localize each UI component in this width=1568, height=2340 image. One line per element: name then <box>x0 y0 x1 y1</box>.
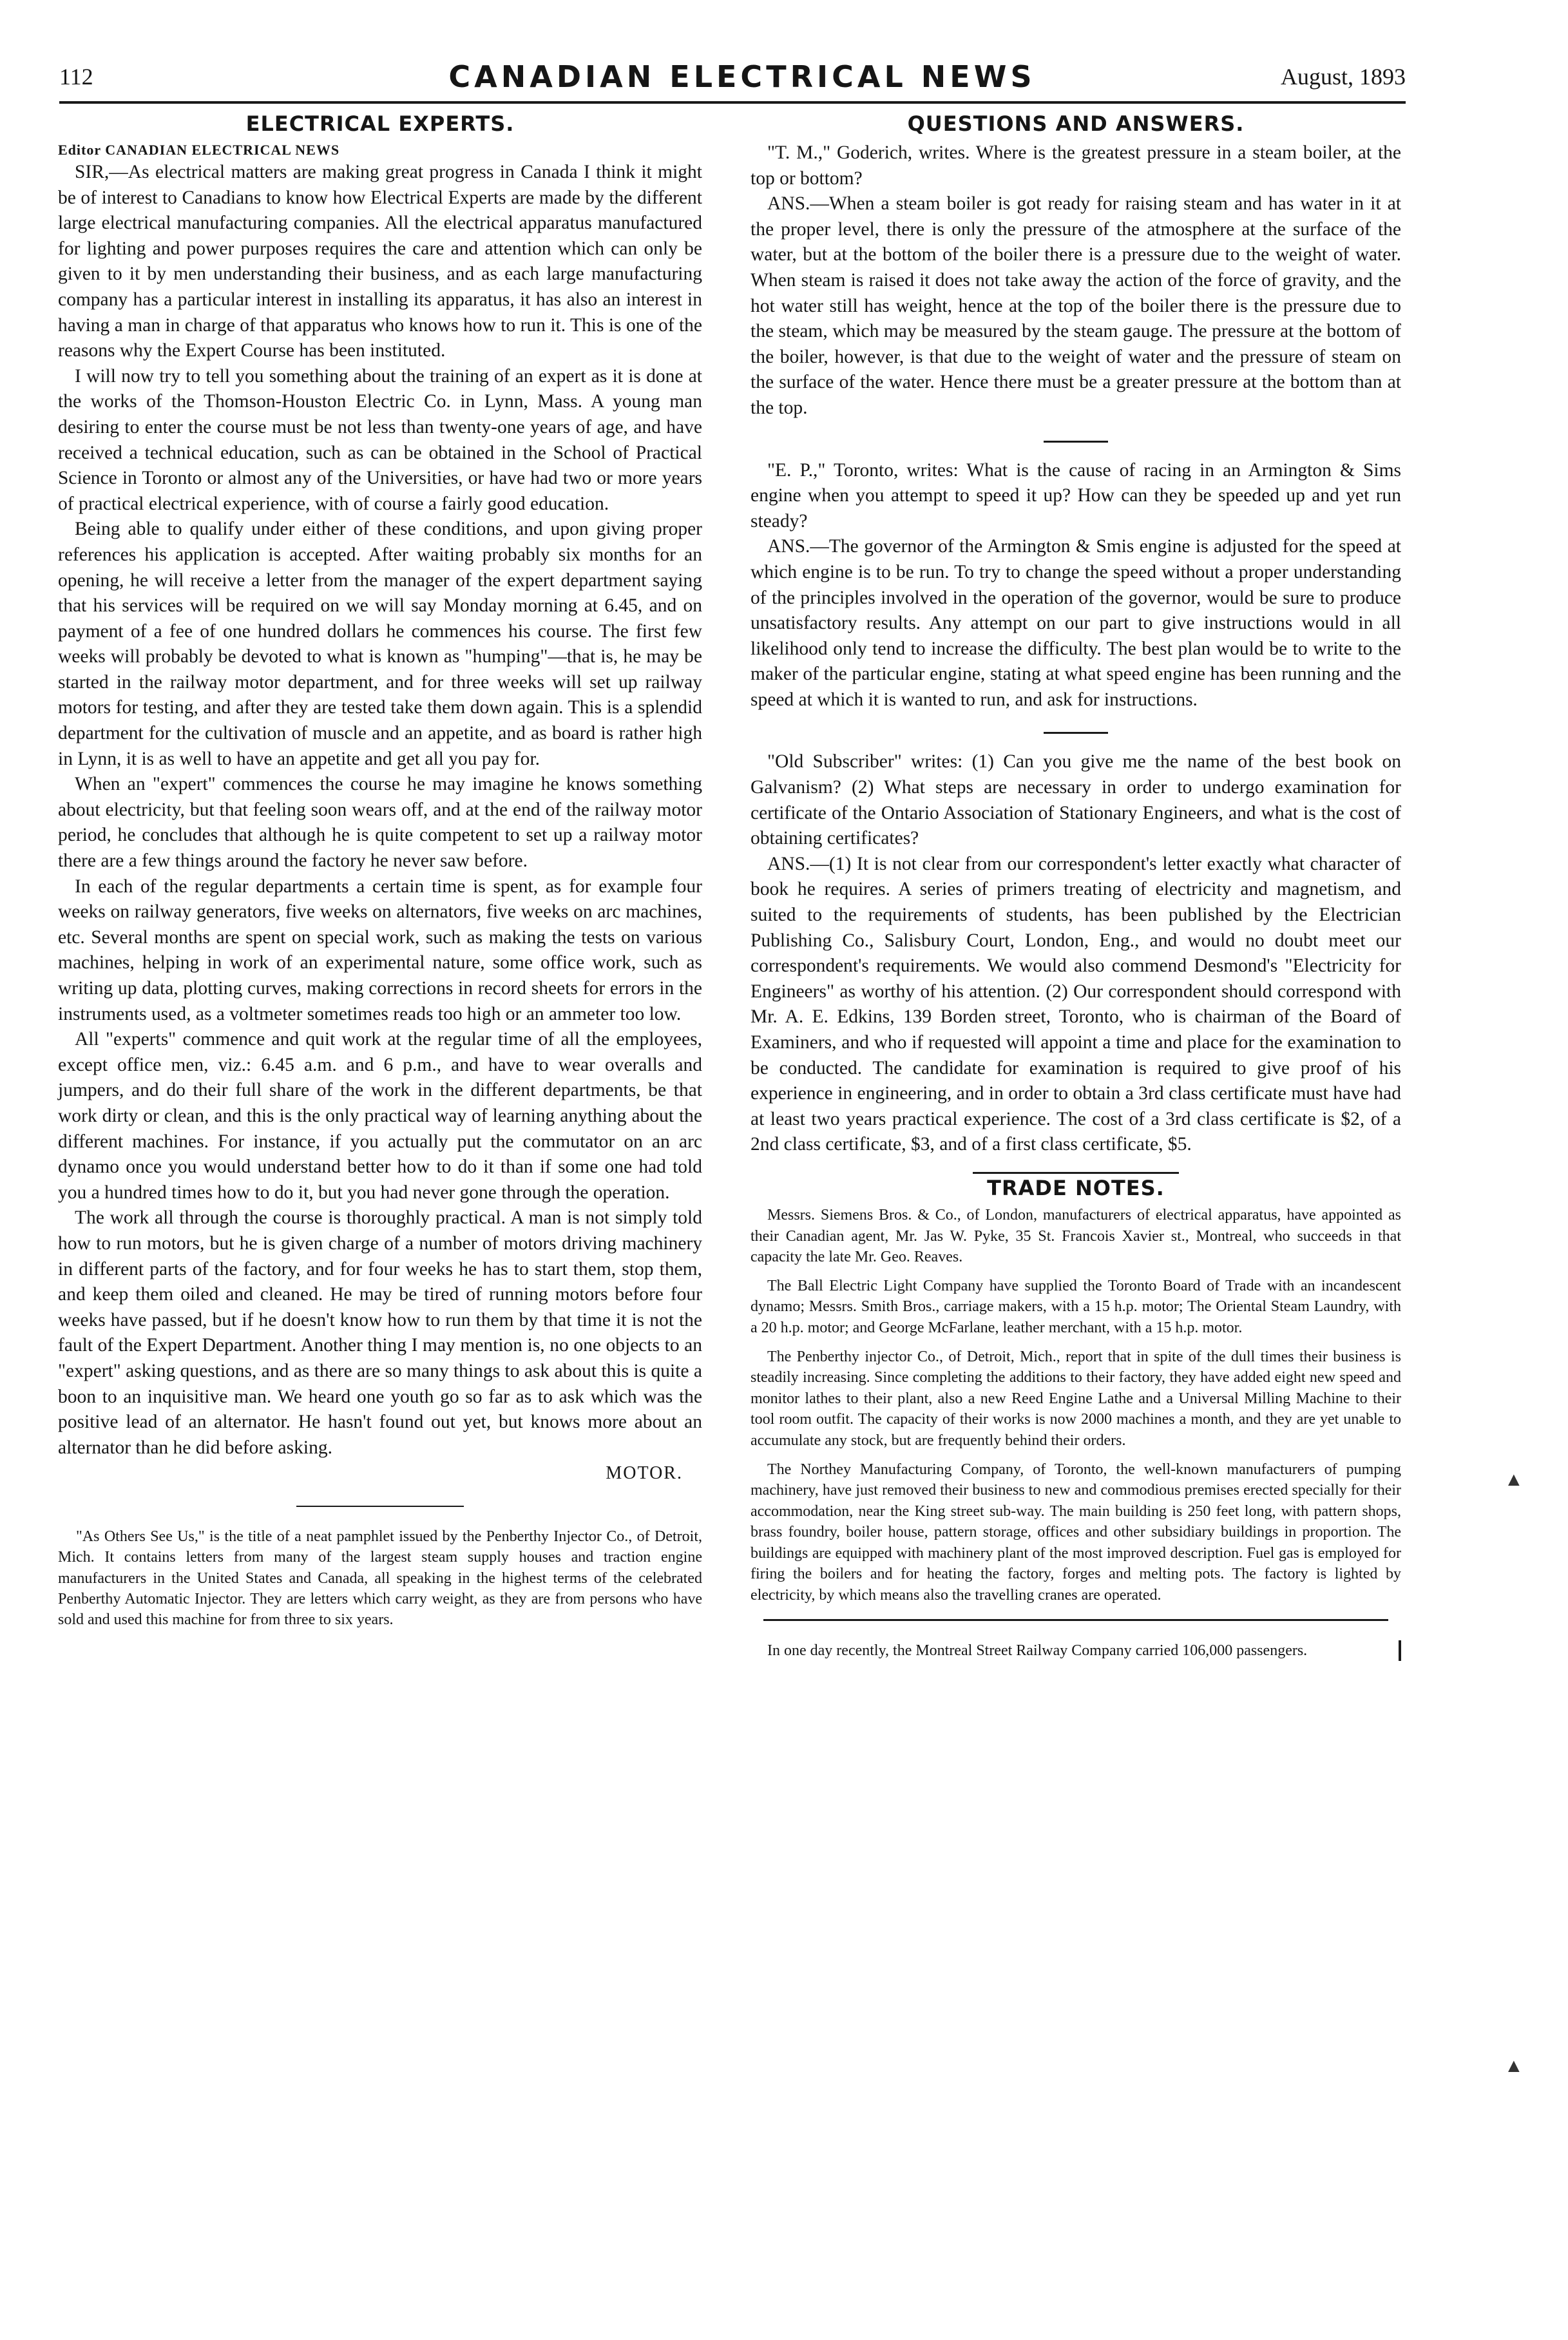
publication-title: CANADIAN ELECTRICAL NEWS <box>448 59 1036 94</box>
article-paragraph: In each of the regular departments a certain time is spent, as for example four weeks on railway generators, five weeks on alternators, five weeks on arc machines, etc. Several months are spent on special work, such as making the tests on various machines, helping in work of an experimental nature, some office work, such as writing up data, plotting curves, making corrections in record sheets for errors in the instruments used, as a voltmeter sometimes reads too high or an ammeter too low. <box>58 876 702 1024</box>
trade-note: The Penberthy injector Co., of Detroit, Mich., report that in spite of the dull times their business is steadily increasing. Since completing the additions to their factory, they have added eight new speed and monitor lathes to their plant, also a new Reed Engine Lathe and a Universal Milling Machine to their tool room outfit. The capacity of their works is now 2000 machines a month, and they are yet unable to accumulate any stock, but are frequently behind their orders. <box>751 1348 1401 1449</box>
question-text: "E. P.," Toronto, writes: What is the cause of racing in an Armington & Sims engine when you attempt to speed it up? How can they be speeded up and yet run steady? <box>751 459 1401 532</box>
article-paragraph: SIR,—As electrical matters are making great progress in Canada I think it might be of interest to Canadians to know how Electrical Experts are made by the different large electrical manufacturing companies. All the electrical apparatus manufactured for lighting and power purposes requires the care and attention which can only be given to it by men understanding their business, and as each large manufacturing company has a particular interest in installing its apparatus, it has also an interest in having a man in charge of that apparatus who knows how to run it. This is one of the reasons why the Expert Course has been instituted. <box>58 162 702 361</box>
article-paragraph: The work all through the course is thoroughly practical. A man is not simply told how to run motors, but he is given charge of a number of motors driving machinery in different parts of the factory, and for four weeks he has to start them, stop them, and keep them oiled and cleaned. He may be tired of running motors before four weeks have passed, but if he doesn't know how to run them by that time it is not the fault of the Expert Department. Another thing I may mention is, no one objects to an "expert" asking questions, and as there are so many things to ask about this is quite a boon to an inquisitive man. We heard one youth go so far as to ask which was the positive lead of an alternator. He hasn't found out yet, but knows more about an alternator than he did before asking. <box>58 1207 702 1458</box>
trade-note: Messrs. Siemens Bros. & Co., of London, manufacturers of electrical apparatus, have appointed as their Canadian agent, Mr. Jas W. Pyke, 35 St. Francois Xavier st., Montreal, who succeeds in that capacity the late Mr. Geo. Reaves. <box>751 1206 1401 1266</box>
section-heading-trade-notes: TRADE NOTES. <box>987 1175 1165 1200</box>
closing-note: In one day recently, the Montreal Street Railway Company carried 106,000 passengers. <box>751 1640 1401 1662</box>
question-text: "T. M.," Goderich, writes. Where is the greatest pressure in a steam boiler, at the top or bottom? <box>751 142 1401 189</box>
footnote-divider <box>296 1506 464 1507</box>
section-heading-questions-answers: QUESTIONS AND ANSWERS. <box>907 111 1245 136</box>
article-heading-electrical-experts: ELECTRICAL EXPERTS. <box>245 111 515 136</box>
qa-divider <box>1044 441 1108 443</box>
issue-date: August, 1893 <box>1280 64 1406 90</box>
page-number: 112 <box>59 64 93 90</box>
footnote-penberthy: "As Others See Us," is the title of a neat pamphlet issued by the Penberthy Injector Co., of Detroit, Mich. It contains letters from many of the largest steam supply houses and traction engine manufacturers in the United States and Canada, all speaking in the highest terms of the celebrated Penberthy Automatic Injector. They are letters which carry weight, as they are from persons who have sold and used this machine for from three to six years. <box>58 1528 702 1629</box>
answer-text: ANS.—The governor of the Armington & Smis engine is adjusted for the speed at which engine is to be run. To try to change the speed without a proper understanding of the principles involved in the operation of the governor, would be sure to produce unsatisfactory results. Any attempt on our part to give instructions would in all likelihood only tend to increase the difficulty. The best plan would be to write to the maker of the particular engine, stating at what speed engine has been running and the speed at which it is wanted to run, and ask for instructions. <box>751 536 1401 710</box>
article-paragraph: Being able to qualify under either of these conditions, and upon giving proper references his application is accepted. After waiting probably six months for an opening, he will receive a letter from the manager of the expert department saying that his services will be required on we will say Monday morning at 6.45, and on payment of a fee of one hundred dollars he commences his course. The first few weeks will probably be devoted to what is known as "humping"—that is, he may be started in the railway motor department, and for three weeks will set up railway motors for testing, and after they are tested take them down again. This is a splendid department for the cultivation of muscle and an appetite, and as board is rather high in Lynn, it is as well to have an appetite and get all you pay for. <box>58 519 702 769</box>
left-column <box>58 110 702 1630</box>
article-paragraph: When an "expert" commences the course he may imagine he knows something about electricity, but that feeling soon wears off, and at the end of the railway motor period, he concludes that although he is quite competent to set up a railway motor there are a few things around the factory he never saw before. <box>58 774 702 872</box>
answer-text: ANS.—When a steam boiler is got ready for raising steam and has water in it at the proper level, there is only the pressure of the atmosphere at the surface of the water, but at the bottom of the boiler there is a pressure due to the weight of water. When steam is raised it does not take away the action of the force of gravity, and the hot water still has weight, hence at the top of the boiler there is the pressure due to the steam, which may be measured by the steam gauge. The pressure at the bottom of the boiler, however, is that due to the weight of water and the pressure of steam on the surface of the water. Hence there must be a greater pressure at the bottom than at the top. <box>751 193 1401 418</box>
masthead-rule <box>59 101 1406 104</box>
masthead <box>59 59 1406 101</box>
question-text: "Old Subscriber" writes: (1) Can you give me the name of the best book on Galvanism? (2) What steps are necessary in order to undergo examination for certificate of the Ontario Association of Stationary Engineers, and what is the cost of obtaining certificates? <box>751 751 1401 849</box>
answer-text: ANS.—(1) It is not clear from our correspondent's letter exactly what character of book he requires. A series of primers treating of electricity and magnetism, and suited to the requirements of students, has been published by the Electrician Publishing Co., Salisbury Court, London, Eng., and would no doubt meet our correspondent's requirements. We would also commend Desmond's "Electricity for Engineers" as worthy of his attention. (2) Our correspondent should correspond with Mr. A. E. Edkins, 139 Borden street, Toronto, who is chairman of the Board of Examiners, and who if requested will appoint a time and place for the examination to be conducted. The candidate for examination is required to give proof of his experience in engineering, and in order to obtain a 3rd class certificate must have had at least two years practical experience. The cost of a 3rd class certificate is $2, of a 2nd class certificate, $3, and of a first class certificate, $5. <box>751 853 1401 1155</box>
trade-note: The Ball Electric Light Company have supplied the Toronto Board of Trade with an incandescent dynamo; Messrs. Smith Bros., carriage makers, with a 15 h.p. motor; The Oriental Steam Laundry, with a 20 h.p. motor; and George McFarlane, leather merchant, with a 15 h.p. motor. <box>751 1277 1401 1336</box>
article-paragraph: All "experts" commence and quit work at the regular time of all the employees, except office men, viz.: 6.45 a.m. and 6 p.m., and have to wear overalls and jumpers, and do their full share of the work in the different departments, be that work dirty or clean, and this is the only practical way of learning anything about the different machines. For instance, if you actually put the commutator on an arc dynamo once you would understand better how to do it than if some one had told you a hundred times how to do it, but you had never gone through the operation. <box>58 1029 702 1203</box>
article-paragraph: I will now try to tell you something about the training of an expert as it is done at the works of the Thomson-Houston Electric Co. in Lynn, Mass. A young man desiring to enter the course must be not less than twenty-one years of age, and have received a technical education, such as can be obtained in the School of Practical Science in Toronto or almost any of the Universities, or have had two or more years of practical electrical experience, with of course a fairly good education. <box>58 365 702 514</box>
trade-note: The Northey Manufacturing Company, of Toronto, the well-known manufacturers of pumping machinery, have just removed their business to new and commodious premises erected specially for their accommodation, near the King street sub-way. The main building is 250 feet long, with pattern shops, brass foundry, boiler house, pattern storage, offices and other subsidiary buildings in proportion. The buildings are equipped with machinery plant of the most improved description. Fuel gas is employed for firing the boilers and for heating the factory, forges and melting pots. The factory is lighted by electricity, by which means also the travelling cranes are operated. <box>751 1461 1401 1604</box>
closing-divider <box>763 1619 1388 1621</box>
scan-edge-mark: ▲ <box>1504 1469 1524 1490</box>
right-column <box>751 110 1401 1661</box>
letter-salutation: Editor CANADIAN ELECTRICAL NEWS <box>58 142 340 158</box>
scan-edge-mark: ▲ <box>1504 2055 1524 2076</box>
letter-signature: MOTOR. <box>606 1463 683 1484</box>
qa-divider <box>1044 732 1108 734</box>
